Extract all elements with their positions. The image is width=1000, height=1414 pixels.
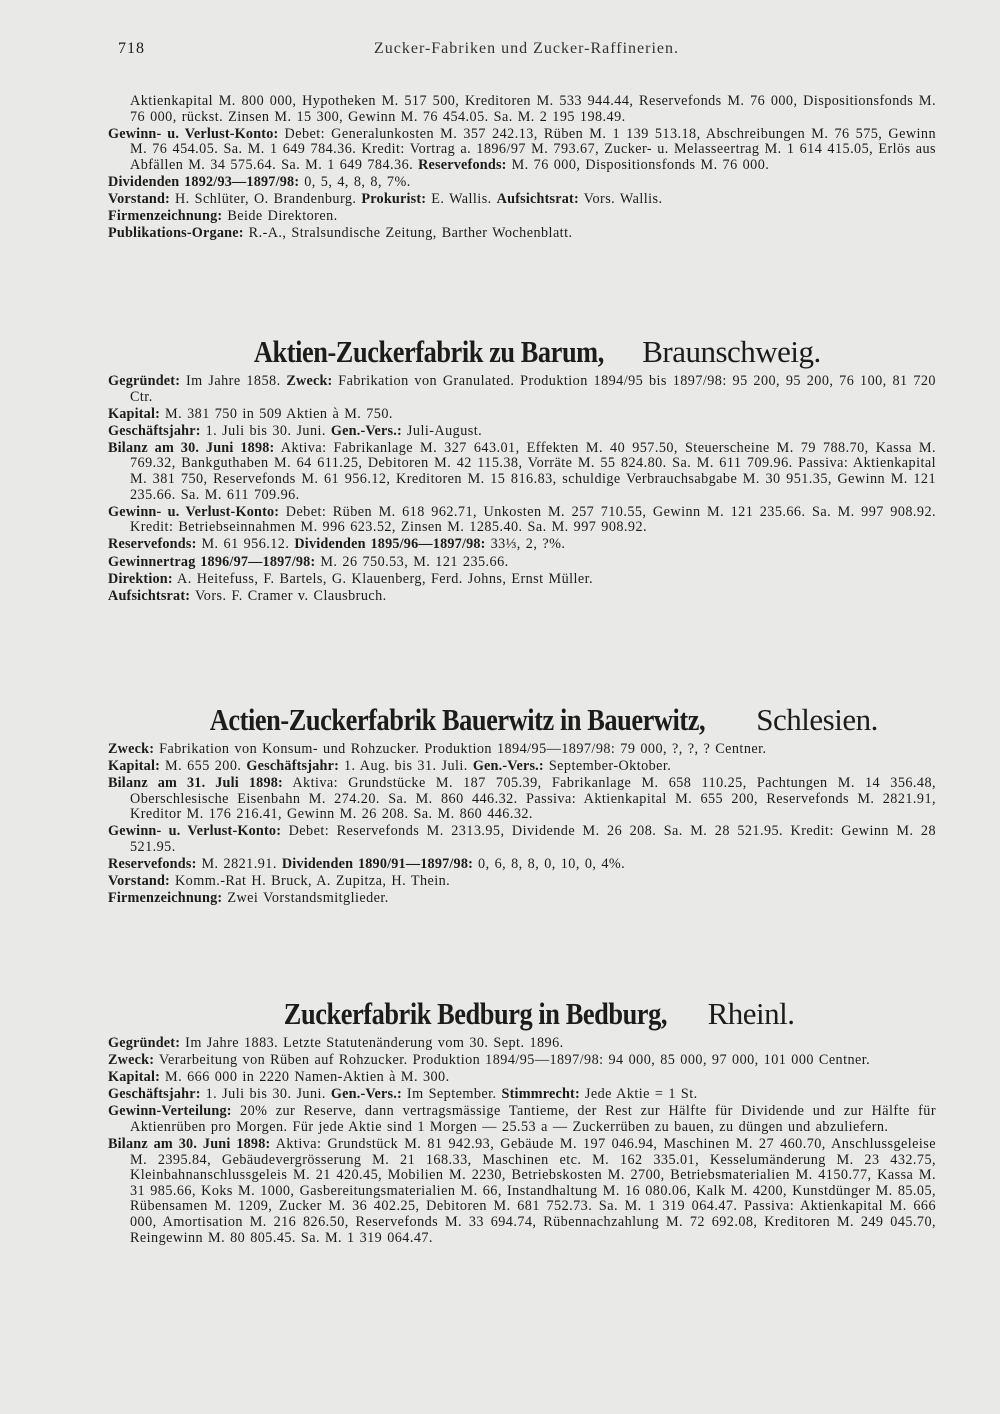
section-bedburg <box>108 996 936 1248</box>
entry-text: Im Jahre 1883. Letzte Statutenänderung vom 30. Sept. 1896. <box>180 1035 564 1051</box>
entry-label: Dividenden 1895/96—1897/98: <box>294 536 486 553</box>
entry-label: Firmenzeichnung: <box>108 208 223 225</box>
entry-paragraph <box>108 742 936 758</box>
entry-paragraph <box>108 505 936 536</box>
entry-label: Gen.-Vers.: <box>330 422 402 439</box>
entry-label: Vorstand: <box>108 191 170 208</box>
entry-label: Gegründet: <box>108 373 181 389</box>
entry-paragraph <box>108 127 936 174</box>
entry-label: Kapital: <box>108 405 161 422</box>
entry-label: Gegründet: <box>108 1035 181 1051</box>
entry-text: Jede Aktie = 1 St. <box>579 1086 698 1103</box>
entry-text: Vors. Wallis. <box>578 191 663 208</box>
entry-label: Geschäftsjahr: <box>108 422 201 439</box>
section-barum <box>108 334 936 606</box>
entry-label: Bilanz am 31. Juli 1898: <box>108 775 283 792</box>
entry-text: 0, 6, 8, 8, 0, 10, 0, 4%. <box>473 856 626 873</box>
entry-label: Dividenden 1890/91—1897/98: <box>281 856 474 873</box>
entry-paragraph <box>108 1053 936 1069</box>
entry-text: M. 26 750.53, M. 121 235.66. <box>315 553 509 570</box>
entry-label: Aufsichtsrat: <box>108 587 191 604</box>
entry-paragraph <box>108 589 936 605</box>
entry-paragraph <box>108 874 936 890</box>
company-name: Aktien-Zuckerfabrik zu Barum, <box>254 334 605 369</box>
entry-text: Aktienkapital M. 800 000, Hypotheken M. 517 500, Kreditoren M. 533 944.44, Reservefonds M. 76 000, Dispositionsfonds M. 76 000, rückst. Zinsen M. 15 300, Gewinn M. 76 454.05. Sa. M. 2 195 198.49. <box>130 93 936 125</box>
entry-label: Zweck: <box>108 741 155 757</box>
entry-text: M. 666 000 in 2220 Namen-Aktien à M. 300. <box>160 1069 450 1086</box>
entry-paragraph <box>108 407 936 423</box>
entry-text: 33⅓, 2, ?%. <box>485 536 566 553</box>
entry-text: Aktiva: Grundstücke M. 187 705.39, Fabrikanlage M. 658 110.25, Pachtungen M. 14 356.48, Oberschlesische Eisenbahn M. 274.20. Sa. M. 860 446.32. Passiva: Aktienkapital M. 655 200, Reservefonds M. 2821.91, Kreditor M. 176 216.41, Gewinn M. 26 208. Sa. M. 860 446.32. <box>130 775 936 823</box>
entry-paragraph <box>108 891 936 907</box>
entry-text: M. 76 000, Dispositionsfonds M. 76 000. <box>506 156 770 173</box>
entry-paragraph <box>108 824 936 855</box>
entry-label: Reservefonds: <box>108 536 197 553</box>
entry-text: Debet: Generalunkosten M. 357 242.13, Rüben M. 1 139 513.18, Abschreibungen M. 76 575, Gewinn M. 76 454.05. Sa. M. 1 649 784.36. Kredit: Vortrag a. 1896/97 M. 793.67, Zucker- u. Melasseertrag M. 1 614 415.05, Erlös aus Abfällen M. 34 575.64. Sa. M. 1 649 784.36. <box>130 125 937 173</box>
entry-label: Reservefonds: <box>418 156 507 173</box>
company-location: Braunschweig. <box>634 334 821 369</box>
entry-text: Fabrikation von Konsum- und Rohzucker. Produktion 1894/95—1897/98: 79 000, ?, ?, ? Centner. <box>154 741 767 757</box>
entry-label: Gewinn-Verteilung: <box>108 1103 232 1120</box>
entry-paragraph <box>108 175 936 191</box>
entry-label: Aufsichtsrat: <box>496 191 579 208</box>
company-title <box>108 334 936 370</box>
entry-paragraph <box>108 537 936 553</box>
entry-label: Gen.-Vers.: <box>472 758 544 775</box>
entry-label: Gewinn- u. Verlust-Konto: <box>108 823 282 840</box>
section-continuation <box>108 94 936 243</box>
entry-paragraph <box>108 209 936 225</box>
section-bauerwitz <box>108 702 936 908</box>
entry-label: Kapital: <box>108 758 161 775</box>
entry-label: Zweck: <box>286 373 333 389</box>
entry-text: Debet: Reservefonds M. 2313.95, Dividende M. 26 208. Sa. M. 28 521.95. Kredit: Gewinn M. 28 521.95. <box>130 823 936 856</box>
entry-label: Zweck: <box>108 1052 155 1069</box>
entry-label: Gen.-Vers.: <box>330 1086 402 1103</box>
entry-label: Vorstand: <box>108 873 170 890</box>
company-location: Rheinl. <box>700 996 795 1031</box>
entry-label: Prokurist: <box>361 191 427 208</box>
entry-paragraph <box>108 1087 936 1103</box>
entry-text: Verarbeitung von Rüben auf Rohzucker. Produktion 1894/95—1897/98: 94 000, 85 000, 97 000, 101 000 Centner. <box>154 1052 871 1069</box>
entry-label: Geschäftsjahr: <box>108 1086 201 1103</box>
entry-text: Fabrikation von Granulated. Produktion 1894/95 bis 1897/98: 95 200, 95 200, 76 100, 81 720 Ctr. <box>130 373 936 405</box>
entry-text: 0, 5, 4, 8, 8, 7%. <box>299 173 411 190</box>
entry-paragraph <box>108 1137 936 1246</box>
entry-label: Geschäftsjahr: <box>246 758 339 775</box>
entry-text: H. Schlüter, O. Brandenburg. <box>169 191 362 208</box>
company-title <box>108 996 936 1032</box>
entry-text: A. Heitefuss, F. Bartels, G. Klauenberg, Ferd. Johns, Ernst Müller. <box>172 570 594 587</box>
entry-paragraph <box>108 1070 936 1086</box>
entry-text: M. 61 956.12. <box>196 536 295 553</box>
company-name: Actien-Zuckerfabrik Bauerwitz in Bauerwitz, <box>209 702 706 737</box>
running-title: Zucker-Fabriken und Zucker-Raffinerien. <box>373 40 680 57</box>
entry-paragraph <box>108 374 936 405</box>
entry-text: 1. Juli bis 30. Juni. <box>200 422 331 439</box>
company-title <box>108 702 936 738</box>
entry-label: Gewinn- u. Verlust-Konto: <box>108 125 279 142</box>
entry-text: Aktiva: Grundstück M. 81 942.93, Gebäude M. 197 046.94, Maschinen M. 27 460.70, Anschlussgeleise M. 2395.84, Gebäudevergrösserung M. 21 168.33, Maschinen etc. M. 162 335.01, Kesselumänderung M. 23 432.75, Kleinbahnanschlussgeleis M. 21 420.45, Mobilien M. 2230, Betriebskosten M. 2700, Betriebsmaterialien M. 4150.77, Kassa M. 31 985.66, Koks M. 1000, Gasbereitungsmaterialien M. 66, Instandhaltung M. 16 080.06, Kalk M. 4200, Kunstdünger M. 85.05, Rübensamen M. 1209, Zucker M. 36 402.25, Debitoren M. 681 752.73. Sa. M. 1 319 064.47. Passiva: Aktienkapital M. 666 000, Amortisation M. 216 826.50, Reservefonds M. 33 694.74, Rübennachzahlung M. 72 692.08, Kreditoren M. 249 045.70, Reingewinn M. 80 805.45. Sa. M. 1 319 064.47. <box>130 1136 936 1246</box>
entry-text: Im September. <box>401 1086 502 1103</box>
entry-label: Stimmrecht: <box>501 1086 580 1103</box>
entry-text: 1. Aug. bis 31. Juli. <box>339 758 473 775</box>
entry-label: Bilanz am 30. Juni 1898: <box>108 439 275 456</box>
entry-text: September-Oktober. <box>543 758 672 775</box>
entry-paragraph <box>108 1104 936 1135</box>
entry-label: Publikations-Organe: <box>108 225 244 242</box>
entry-text: Debet: Rüben M. 618 962.71, Unkosten M. 257 710.55, Gewinn M. 121 235.66. Sa. M. 997 908.92. Kredit: Betriebseinnahmen M. 996 623.52, Zinsen M. 1285.40. Sa. M. 997 908.92. <box>130 503 937 536</box>
entry-label: Dividenden 1892/93—1897/98: <box>108 173 300 190</box>
entry-paragraph <box>108 424 936 440</box>
entry-paragraph <box>108 441 936 503</box>
entry-text: Juli-August. <box>401 422 483 439</box>
page-number: 718 <box>118 40 145 57</box>
entry-paragraph <box>108 192 936 208</box>
entry-label: Direktion: <box>108 570 173 587</box>
entry-label: Gewinn- u. Verlust-Konto: <box>108 503 280 520</box>
entry-text: Zwei Vorstandsmitglieder. <box>222 890 389 907</box>
entry-paragraph <box>108 555 936 571</box>
entry-paragraph <box>108 572 936 588</box>
entry-paragraph <box>108 94 936 125</box>
entry-text: Vors. F. Cramer v. Clausbruch. <box>190 587 387 604</box>
entry-paragraph <box>108 226 936 242</box>
entry-text: Aktiva: Fabrikanlage M. 327 643.01, Effekten M. 40 957.50, Steuerscheine M. 79 788.70, Kassa M. 769.32, Bankguthaben M. 64 611.25, Debitoren M. 42 115.38, Vorräte M. 55 824.80. Sa. M. 611 709.96. Passiva: Aktienkapital M. 381 750, Reservefonds M. 61 956.12, Kreditoren M. 15 816.83, schuldige Verbrauchsabgabe M. 30 951.35, Gewinn M. 121 235.66. Sa. M. 611 709.96. <box>130 439 936 503</box>
entry-paragraph <box>108 857 936 873</box>
entry-text: Komm.-Rat H. Bruck, A. Zupitza, H. Thein. <box>169 873 451 890</box>
entry-label: Kapital: <box>108 1069 161 1086</box>
entry-label: Bilanz am 30. Juni 1898: <box>108 1136 271 1153</box>
entry-text: Im Jahre 1858. <box>180 373 287 389</box>
entry-paragraph <box>108 776 936 823</box>
entry-label: Reservefonds: <box>108 856 197 873</box>
entry-text: M. 2821.91. <box>196 856 282 873</box>
entry-label: Gewinnertrag 1896/97—1897/98: <box>108 553 316 570</box>
entry-text: R.-A., Stralsundische Zeitung, Barther Wochenblatt. <box>243 225 573 242</box>
entry-label: Firmenzeichnung: <box>108 890 223 907</box>
entry-text: M. 381 750 in 509 Aktien à M. 750. <box>160 405 393 422</box>
entry-text: Beide Direktoren. <box>222 208 338 225</box>
company-name: Zuckerfabrik Bedburg in Bedburg, <box>283 996 667 1031</box>
entry-text: 1. Juli bis 30. Juni. <box>200 1086 331 1103</box>
entry-paragraph <box>108 1036 936 1052</box>
entry-text: M. 655 200. <box>160 758 247 775</box>
page-header <box>118 40 935 62</box>
entry-text: 20% zur Reserve, dann vertragsmässige Tantieme, der Rest zur Hälfte für Dividende und zur Hälfte für Aktienrüben pro Morgen. Für jede Aktie sind 1 Morgen — 25.53 a — Zuckerrüben zu bauen, zu düngen und abzuliefern. <box>130 1103 936 1135</box>
company-location: Schlesien. <box>749 702 878 737</box>
entry-text: E. Wallis. <box>426 191 497 208</box>
entry-paragraph <box>108 759 936 775</box>
